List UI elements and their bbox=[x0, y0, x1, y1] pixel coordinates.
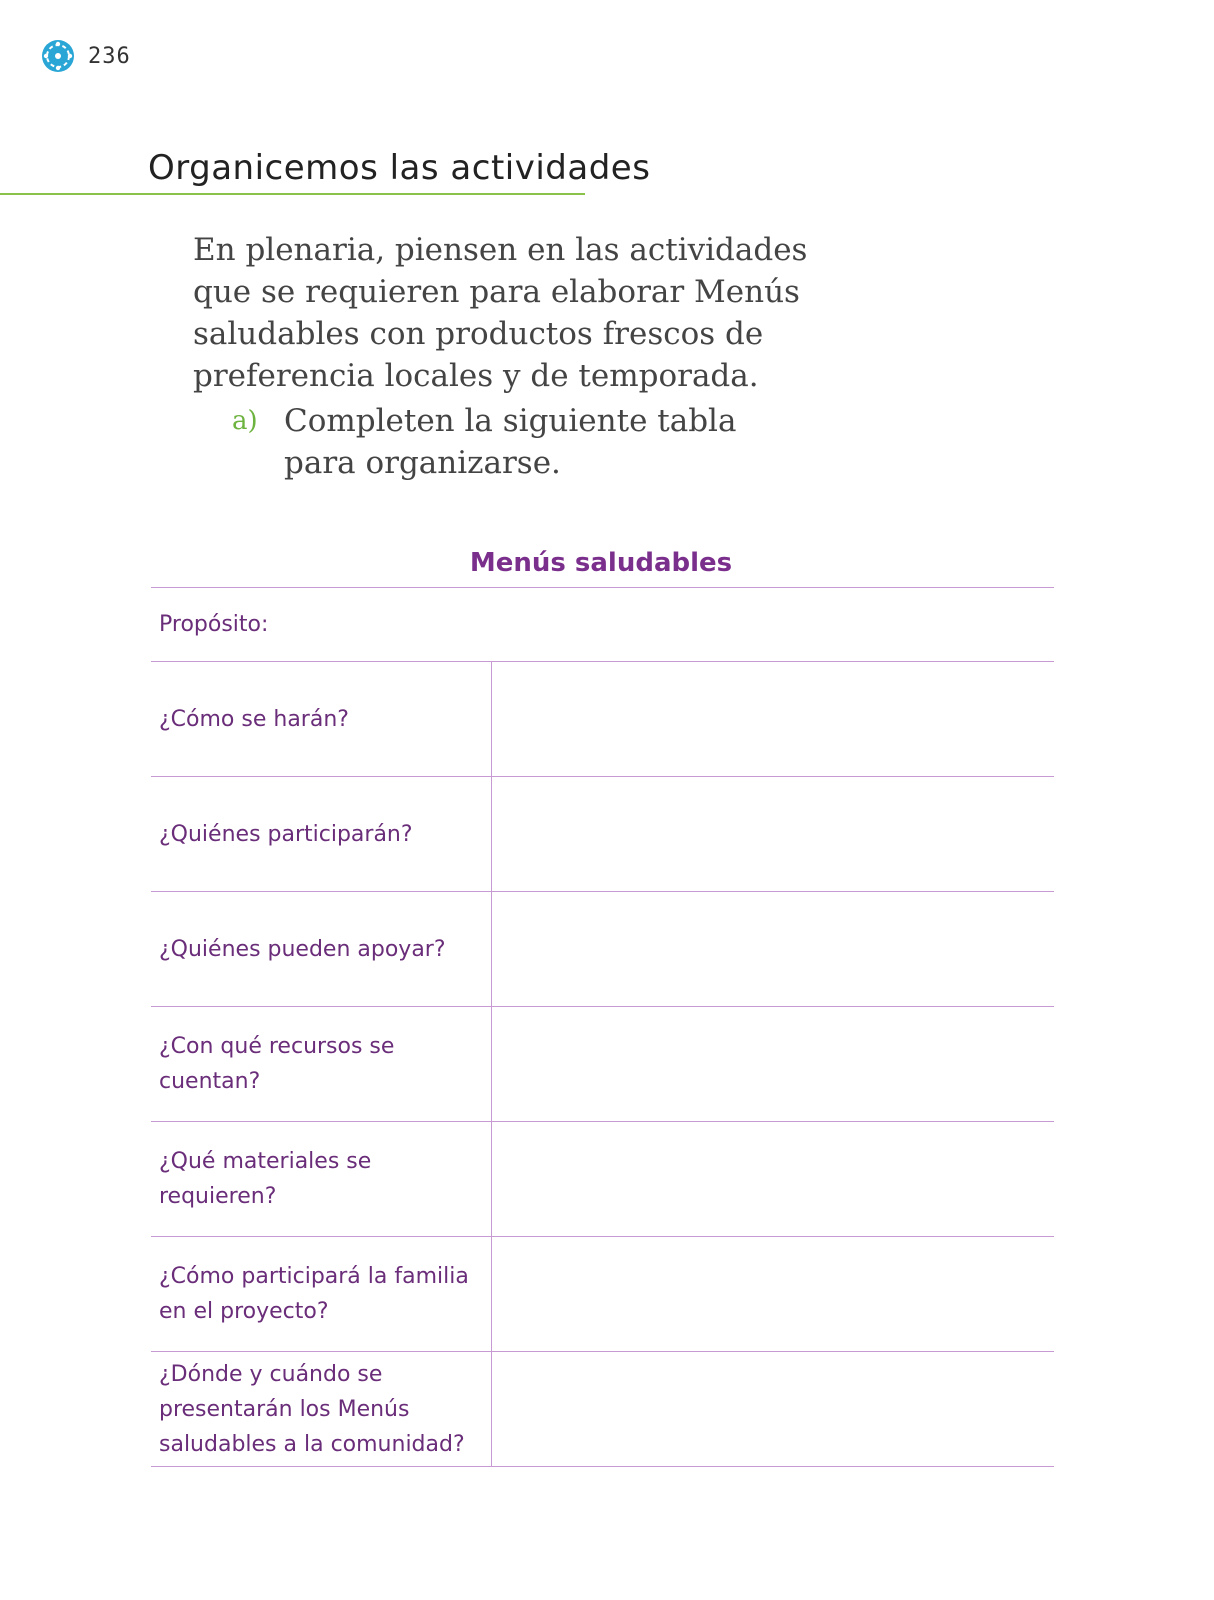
table-row bbox=[151, 662, 1054, 777]
instruction-item-a bbox=[232, 400, 744, 484]
answer-cell[interactable] bbox=[492, 1122, 1055, 1237]
purpose-cell[interactable] bbox=[151, 588, 1054, 662]
row-label: ¿Quiénes participarán? bbox=[151, 777, 492, 892]
answer-cell[interactable] bbox=[492, 1237, 1055, 1352]
row-label: ¿Cómo participará la familia en el proyecto? bbox=[151, 1237, 492, 1352]
table-row-purpose bbox=[151, 588, 1054, 662]
page-header bbox=[40, 38, 131, 74]
answer-cell[interactable] bbox=[492, 892, 1055, 1007]
title-underline bbox=[0, 193, 585, 195]
answer-cell[interactable] bbox=[492, 662, 1055, 777]
item-a-text: Completen la siguiente tabla para organizarse. bbox=[284, 403, 737, 481]
row-label: ¿Con qué recursos se cuentan? bbox=[151, 1007, 492, 1122]
table-row bbox=[151, 1122, 1054, 1237]
row-label: ¿Qué materiales se requieren? bbox=[151, 1122, 492, 1237]
table-row bbox=[151, 892, 1054, 1007]
table-row bbox=[151, 1352, 1054, 1467]
row-label: ¿Quiénes pueden apoyar? bbox=[151, 892, 492, 1007]
answer-cell[interactable] bbox=[492, 777, 1055, 892]
answer-cell[interactable] bbox=[492, 1007, 1055, 1122]
table-row bbox=[151, 1237, 1054, 1352]
answer-cell[interactable] bbox=[492, 1352, 1055, 1467]
row-label: ¿Dónde y cuándo se presentarán los Menús saludables a la comunidad? bbox=[151, 1352, 492, 1467]
planning-table bbox=[151, 587, 1054, 1467]
intro-paragraph: En plenaria, piensen en las actividades que se requieren para elaborar Menús saludables con productos frescos de preferencia locales y de temporada. bbox=[193, 232, 808, 394]
table-title: Menús saludables bbox=[469, 548, 733, 578]
purpose-label: Propósito: bbox=[159, 612, 269, 637]
section-title: Organicemos las actividades bbox=[148, 148, 651, 188]
row-label: ¿Cómo se harán? bbox=[151, 662, 492, 777]
page-number: 236 bbox=[88, 43, 131, 69]
flower-emblem-icon bbox=[40, 38, 76, 74]
item-a-marker: a) bbox=[232, 406, 258, 436]
table-row bbox=[151, 1007, 1054, 1122]
table-row bbox=[151, 777, 1054, 892]
